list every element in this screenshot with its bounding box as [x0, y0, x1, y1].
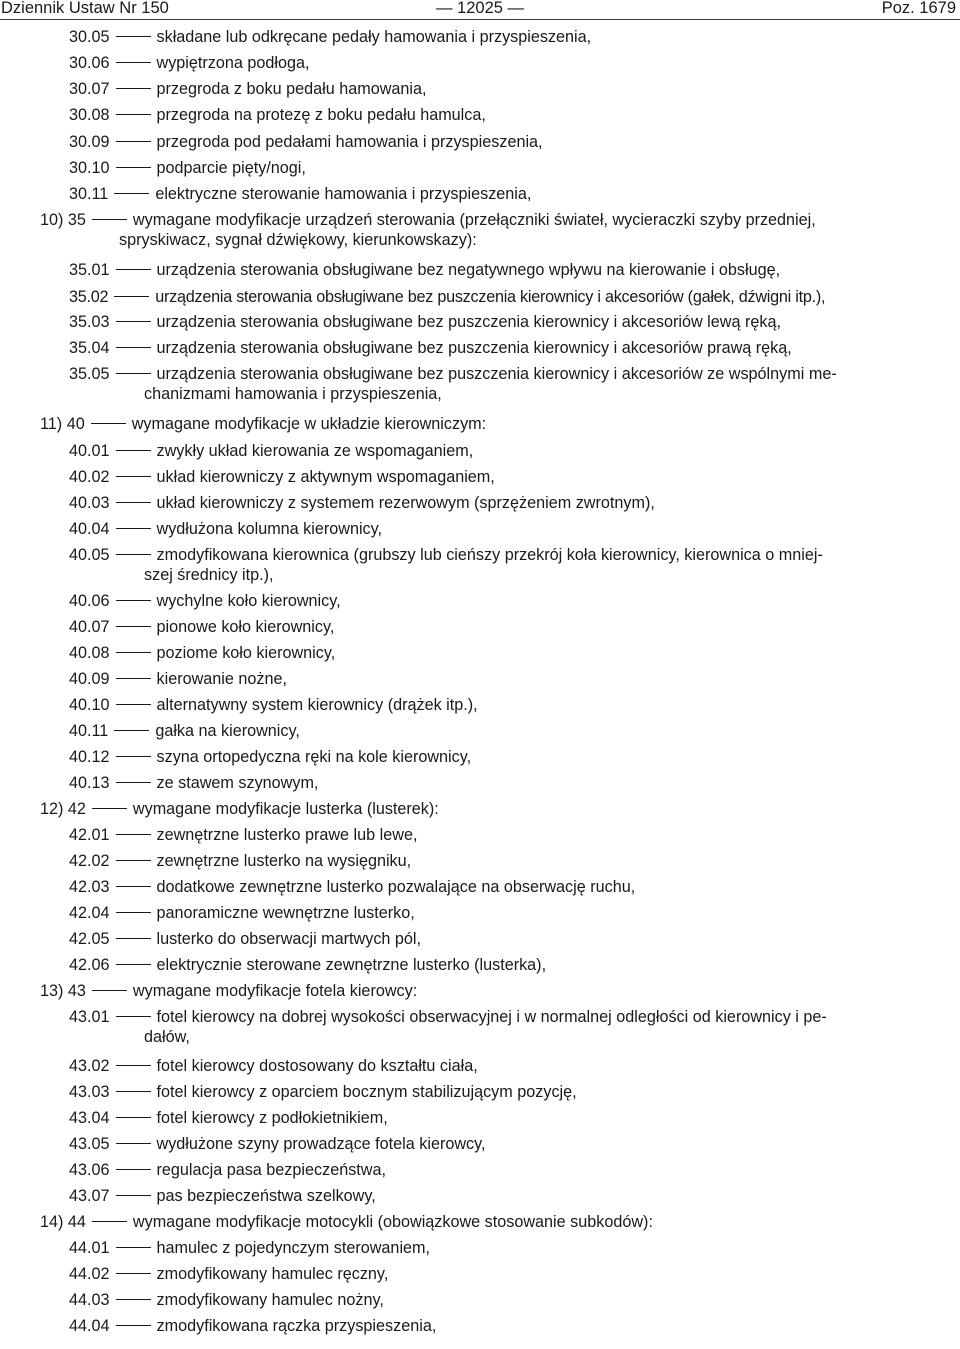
item-code: 11) 40	[40, 415, 85, 433]
em-dash-rule	[116, 756, 151, 757]
em-dash-rule	[116, 528, 151, 529]
em-dash-rule	[116, 1065, 151, 1066]
em-dash-rule	[116, 1016, 151, 1017]
em-dash-rule	[116, 502, 151, 503]
item-text: wydłużona kolumna kierownicy,	[156, 520, 383, 538]
item-text: zewnętrzne lusterko prawe lub lewe,	[156, 826, 418, 844]
item-code: 40.07	[69, 618, 110, 636]
list-item	[69, 956, 546, 975]
item-code: 43.02	[69, 1057, 110, 1075]
item-text: lusterko do obserwacji martwych pól,	[156, 930, 422, 948]
em-dash-rule	[116, 1299, 151, 1300]
item-code: 43.04	[69, 1109, 110, 1127]
em-dash-rule	[116, 912, 151, 913]
list-item	[69, 1057, 478, 1076]
em-dash-rule	[116, 678, 151, 679]
em-dash-rule	[116, 600, 151, 601]
list-item	[69, 1161, 386, 1180]
list-item	[69, 670, 287, 689]
item-code: 40.05	[69, 546, 110, 564]
item-code: 42.04	[69, 904, 110, 922]
em-dash-rule	[116, 1091, 151, 1092]
em-dash-rule	[116, 1325, 151, 1326]
em-dash-rule	[92, 990, 127, 991]
item-code: 42.03	[69, 878, 110, 896]
item-text: poziome koło kierownicy,	[156, 644, 336, 662]
em-dash-rule	[116, 167, 151, 168]
item-code: 40.11	[69, 722, 109, 740]
list-item	[69, 54, 310, 73]
list-item	[69, 1265, 388, 1284]
item-code: 30.11	[69, 185, 109, 203]
item-code: 30.05	[69, 28, 110, 46]
em-dash-rule	[92, 808, 127, 809]
item-text: urządzenia sterowania obsługiwane bez puszczenia kierownicy i akcesoriów prawą ręką,	[156, 339, 792, 357]
em-dash-rule	[116, 1195, 151, 1196]
item-text: zmodyfikowany hamulec ręczny,	[156, 1265, 389, 1283]
list-item	[69, 494, 655, 513]
em-dash-rule	[116, 373, 151, 374]
item-text-continuation: szej średnicy itp.),	[144, 566, 274, 584]
list-item	[69, 1083, 577, 1102]
item-code: 43.05	[69, 1135, 110, 1153]
item-code: 30.09	[69, 133, 110, 151]
item-code: 40.12	[69, 748, 110, 766]
list-item	[69, 878, 635, 897]
item-code: 43.07	[69, 1187, 110, 1205]
list-item	[69, 1109, 388, 1128]
item-text-continuation: dałów,	[144, 1028, 190, 1046]
item-code: 12) 42	[40, 800, 86, 818]
em-dash-rule	[116, 62, 151, 63]
em-dash-rule	[116, 1143, 151, 1144]
page-header	[0, 0, 960, 20]
item-code: 30.07	[69, 80, 110, 98]
item-text: alternatywny system kierownicy (drążek itp.),	[156, 696, 478, 714]
item-text: elektryczne sterowanie hamowania i przyspieszenia,	[155, 185, 532, 203]
item-text: układ kierowniczy z systemem rezerwowym (sprzężeniem zwrotnym),	[156, 494, 655, 512]
list-item	[69, 546, 823, 565]
item-code: 40.02	[69, 468, 110, 486]
em-dash-rule	[116, 1169, 151, 1170]
item-text: fotel kierowcy z oparciem bocznym stabilizującym pozycję,	[156, 1083, 577, 1101]
item-text: fotel kierowcy na dobrej wysokości obserwacyjnej i w normalnej odległości od kierownicy i pe-	[156, 1008, 827, 1026]
em-dash-rule	[114, 193, 149, 194]
item-code: 40.08	[69, 644, 110, 662]
item-text: kierowanie nożne,	[156, 670, 287, 688]
em-dash-rule	[114, 296, 149, 297]
item-text: urządzenia sterowania obsługiwane bez puszczenia kierownicy i akcesoriów lewą ręką,	[156, 313, 781, 331]
list-item	[69, 442, 473, 461]
em-dash-rule	[116, 554, 151, 555]
item-code: 44.04	[69, 1317, 110, 1335]
item-code: 40.10	[69, 696, 110, 714]
list-item	[69, 185, 531, 204]
item-text: układ kierowniczy z aktywnym wspomaganiem,	[156, 468, 495, 486]
em-dash-rule	[116, 450, 151, 451]
list-item	[69, 106, 486, 125]
item-code: 35.05	[69, 365, 110, 383]
em-dash-rule	[116, 964, 151, 965]
list-item	[69, 1291, 384, 1310]
list-item	[69, 722, 300, 741]
item-code: 42.01	[69, 826, 110, 844]
item-text: wydłużone szyny prowadzące fotela kierowcy,	[156, 1135, 486, 1153]
list-item	[69, 1317, 436, 1336]
position-number: Poz. 1679	[881, 0, 956, 17]
em-dash-rule	[116, 1247, 151, 1248]
item-text: fotel kierowcy dostosowany do kształtu ciała,	[156, 1057, 478, 1075]
item-text: urządzenia sterowania obsługiwane bez puszczenia kierownicy i akcesoriów (gałek, dźwigni itp.),	[155, 288, 826, 306]
item-text-continuation: chanizmami hamowania i przyspieszenia,	[144, 385, 442, 403]
item-text: wymagane modyfikacje w układzie kierowniczym:	[131, 415, 487, 433]
list-item	[69, 80, 427, 99]
item-text: wymagane modyfikacje lusterka (lusterek):	[132, 800, 439, 818]
em-dash-rule	[92, 1221, 127, 1222]
list-item	[69, 313, 781, 332]
list-item	[69, 468, 495, 487]
item-text: zmodyfikowana kierownica (grubszy lub cieńszy przekrój koła kierownicy, kierownica o mniej-	[156, 546, 823, 564]
item-text: zewnętrzne lusterko na wysięgniku,	[156, 852, 412, 870]
item-code: 40.06	[69, 592, 110, 610]
item-text: regulacja pasa bezpieczeństwa,	[156, 1161, 386, 1179]
item-code: 43.01	[69, 1008, 110, 1026]
item-code: 44.01	[69, 1239, 110, 1257]
em-dash-rule	[116, 782, 151, 783]
list-item-section	[40, 982, 417, 1001]
em-dash-rule	[116, 704, 151, 705]
item-text: ze stawem szynowym,	[156, 774, 319, 792]
item-code: 35.04	[69, 339, 110, 357]
item-text: zmodyfikowany hamulec nożny,	[156, 1291, 384, 1309]
item-text: pas bezpieczeństwa szelkowy,	[156, 1187, 376, 1205]
item-text: dodatkowe zewnętrzne lusterko pozwalające na obserwację ruchu,	[156, 878, 636, 896]
list-item	[69, 618, 334, 637]
list-item	[69, 696, 478, 715]
item-text: panoramiczne wewnętrzne lusterko,	[156, 904, 415, 922]
list-item	[69, 826, 417, 845]
list-item	[69, 133, 543, 152]
em-dash-rule	[116, 141, 151, 142]
journal-title: Dziennik Ustaw Nr 150	[1, 0, 169, 17]
item-code: 42.06	[69, 956, 110, 974]
item-code: 40.03	[69, 494, 110, 512]
em-dash-rule	[114, 730, 149, 731]
item-code: 42.05	[69, 930, 110, 948]
list-item	[69, 1135, 486, 1154]
item-code: 40.09	[69, 670, 110, 688]
item-code: 35.03	[69, 313, 110, 331]
list-item	[69, 852, 411, 871]
em-dash-rule	[116, 886, 151, 887]
item-text: przegroda na protezę z boku pedału hamulca,	[156, 106, 486, 124]
em-dash-rule	[91, 423, 126, 424]
item-text: urządzenia sterowania obsługiwane bez puszczenia kierownicy i akcesoriów ze wspólnymi me-	[156, 365, 837, 383]
item-text: hamulec z pojedynczym sterowaniem,	[156, 1239, 431, 1257]
list-item	[69, 339, 792, 358]
item-text: wymagane modyfikacje fotela kierowcy:	[132, 982, 418, 1000]
list-item	[69, 748, 471, 767]
list-item	[69, 28, 591, 47]
item-text: zwykły układ kierowania ze wspomaganiem,	[156, 442, 474, 460]
list-item	[69, 520, 382, 539]
item-text: wypiętrzona podłoga,	[156, 54, 310, 72]
list-item	[69, 288, 825, 307]
em-dash-rule	[116, 834, 151, 835]
header-rule	[0, 19, 960, 20]
em-dash-rule	[116, 269, 151, 270]
list-item-section	[40, 415, 486, 434]
em-dash-rule	[116, 114, 151, 115]
item-text: gałka na kierownicy,	[155, 722, 300, 740]
item-code: 43.03	[69, 1083, 110, 1101]
list-item	[69, 1187, 376, 1206]
item-text: wymagane modyfikacje motocykli (obowiązkowe stosowanie subkodów):	[132, 1213, 653, 1231]
item-text: urządzenia sterowania obsługiwane bez negatywnego wpływu na kierowanie i obsługę,	[156, 261, 781, 279]
item-code: 40.04	[69, 520, 110, 538]
em-dash-rule	[116, 1273, 151, 1274]
item-text: fotel kierowcy z podłokietnikiem,	[156, 1109, 388, 1127]
em-dash-rule	[116, 1117, 151, 1118]
list-item	[69, 644, 335, 663]
em-dash-rule	[116, 860, 151, 861]
item-text: przegroda z boku pedału hamowania,	[156, 80, 427, 98]
item-code: 30.06	[69, 54, 110, 72]
item-code: 35.01	[69, 261, 110, 279]
list-item	[69, 261, 780, 280]
item-text: szyna ortopedyczna ręki na kole kierownicy,	[156, 748, 472, 766]
list-item	[69, 159, 306, 178]
em-dash-rule	[116, 36, 151, 37]
item-text: podparcie pięty/nogi,	[156, 159, 306, 177]
list-item	[69, 1239, 430, 1258]
list-item	[69, 904, 415, 923]
item-code: 42.02	[69, 852, 110, 870]
item-code: 40.13	[69, 774, 110, 792]
em-dash-rule	[92, 219, 127, 220]
em-dash-rule	[116, 347, 151, 348]
item-text: zmodyfikowana rączka przyspieszenia,	[156, 1317, 437, 1335]
list-item-section	[40, 800, 439, 819]
list-item-section	[40, 1213, 653, 1232]
item-code: 30.10	[69, 159, 110, 177]
item-text: elektrycznie sterowane zewnętrzne lusterko (lusterka),	[156, 956, 547, 974]
item-text: wychylne koło kierownicy,	[156, 592, 341, 610]
item-text: wymagane modyfikacje urządzeń sterowania (przełączniki świateł, wycieraczki szyby przedniej,	[132, 211, 816, 229]
item-code: 35.02	[69, 288, 109, 306]
list-item	[69, 1008, 827, 1027]
item-code: 44.02	[69, 1265, 110, 1283]
em-dash-rule	[116, 88, 151, 89]
list-item	[69, 365, 837, 384]
list-item	[69, 774, 318, 793]
em-dash-rule	[116, 938, 151, 939]
em-dash-rule	[116, 476, 151, 477]
item-code: 13) 43	[40, 982, 86, 1000]
em-dash-rule	[116, 652, 151, 653]
item-code: 10) 35	[40, 211, 86, 229]
page-number: — 12025 —	[435, 0, 525, 17]
list-item	[69, 930, 421, 949]
item-code: 43.06	[69, 1161, 110, 1179]
item-code: 44.03	[69, 1291, 110, 1309]
item-code: 40.01	[69, 442, 110, 460]
item-code: 14) 44	[40, 1213, 86, 1231]
list-item	[69, 592, 341, 611]
item-text-continuation: spryskiwacz, sygnał dźwiękowy, kierunkowskazy):	[119, 231, 477, 249]
list-item-section	[40, 211, 816, 230]
item-text: przegroda pod pedałami hamowania i przyspieszenia,	[156, 133, 543, 151]
item-text: składane lub odkręcane pedały hamowania i przyspieszenia,	[156, 28, 592, 46]
em-dash-rule	[116, 626, 151, 627]
item-text: pionowe koło kierownicy,	[156, 618, 335, 636]
em-dash-rule	[116, 321, 151, 322]
item-code: 30.08	[69, 106, 110, 124]
